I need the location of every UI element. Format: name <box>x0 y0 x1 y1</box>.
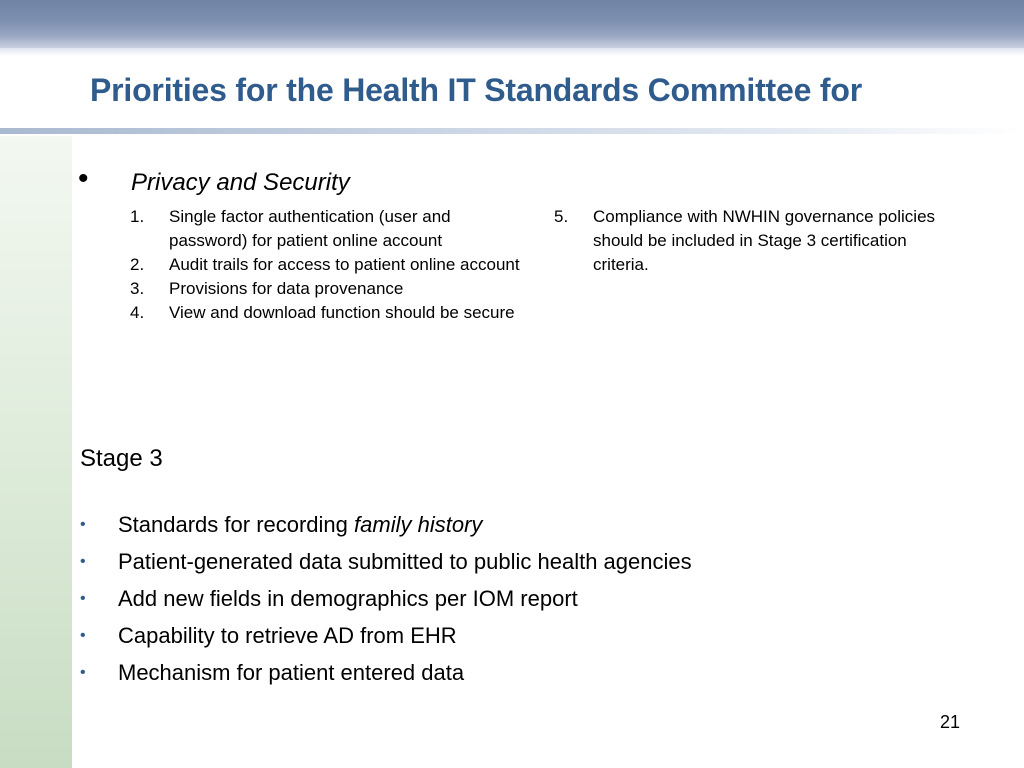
list-item <box>130 253 530 277</box>
bullet-item <box>80 658 980 695</box>
item-number: 3. <box>130 279 145 298</box>
bullet-dot: • <box>80 516 86 533</box>
bullet-emphasis: family history <box>354 512 483 537</box>
item-number: 2. <box>130 255 145 274</box>
list-item <box>130 205 530 253</box>
list-item <box>130 277 530 301</box>
section-heading: Privacy and Security <box>131 169 350 196</box>
page-number: 21 <box>940 712 961 732</box>
bullet-dot: • <box>80 590 86 607</box>
bullet-item <box>80 584 980 621</box>
bullet-text: Patient-generated data submitted to public health agencies <box>118 549 692 574</box>
bullet-dot: • <box>80 553 86 570</box>
slide-title: Priorities for the Health IT Standards Committee for <box>90 72 862 108</box>
item-text: Provisions for data provenance <box>169 279 404 298</box>
bullet-item <box>80 547 980 584</box>
title-divider <box>0 128 1024 134</box>
bullet-text: Add new fields in demographics per IOM report <box>118 586 578 611</box>
item-number: 1. <box>130 207 145 226</box>
left-accent-strip <box>0 136 72 768</box>
top-banner-fade <box>0 48 1024 56</box>
bullet-item <box>80 621 980 658</box>
numbered-list-right <box>554 205 954 277</box>
top-banner <box>0 0 1024 48</box>
stage-heading: Stage 3 <box>80 445 163 472</box>
list-item <box>130 301 530 325</box>
bullet-text: Capability to retrieve AD from EHR <box>118 623 457 648</box>
section-bullet: • <box>78 162 89 195</box>
numbered-list-left <box>130 205 530 325</box>
bullet-item <box>80 510 980 547</box>
item-text: View and download function should be secure <box>169 303 515 322</box>
item-text: Audit trails for access to patient online account <box>169 255 520 274</box>
bullet-dot: • <box>80 664 86 681</box>
bullet-text: Standards for recording <box>118 512 355 537</box>
stage-bullet-list <box>80 510 980 695</box>
item-number: 5. <box>554 207 569 226</box>
bullet-text: Mechanism for patient entered data <box>118 660 465 685</box>
bullet-dot: • <box>80 627 86 644</box>
item-text: Single factor authentication (user and password) for patient online account <box>169 207 451 250</box>
item-number: 4. <box>130 303 145 322</box>
item-text: Compliance with NWHIN governance policies should be included in Stage 3 certification criteria. <box>593 207 936 274</box>
list-item <box>554 205 954 277</box>
